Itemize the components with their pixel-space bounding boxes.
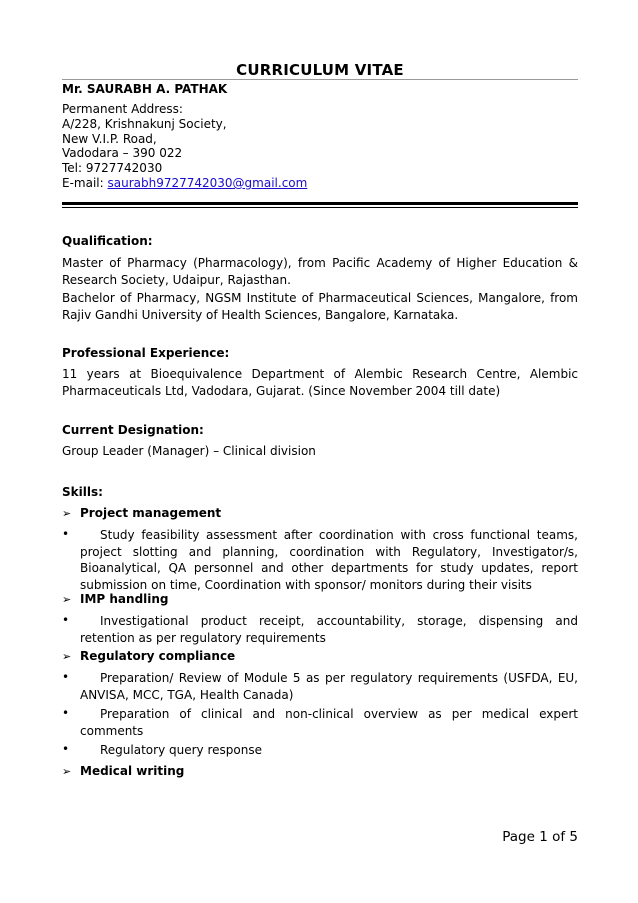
skills-heading: Skills: bbox=[62, 485, 103, 499]
arrow-bullet-icon: ➢ bbox=[62, 506, 72, 520]
bullet-text: Study feasibility assessment after coordination with cross functional teams, project slotting and planning, coordination with Regulatory, Investigator/s, Bioanalytical, QA personnel and other departments for study updates, report submission on time, Coordination with sponsor/ monitors during their visits bbox=[80, 528, 578, 592]
bullet-icon: • bbox=[62, 527, 70, 541]
separator-thin bbox=[62, 207, 578, 208]
qualification-item-2: Bachelor of Pharmacy, NGSM Institute of Pharmaceutical Sciences, Mangalore, from Rajiv Gandhi University of Health Sciences, Bangalore, Karnataka. bbox=[62, 291, 578, 322]
designation-text: Group Leader (Manager) – Clinical division bbox=[62, 444, 316, 458]
address-block bbox=[62, 102, 307, 191]
qualification-item-1: Master of Pharmacy (Pharmacology), from Pacific Academy of Higher Education & Research Society, Udaipur, Rajasthan. bbox=[62, 256, 578, 287]
experience-text: 11 years at Bioequivalence Department of Alembic Research Centre, Alembic Pharmaceuticals Ltd, Vadodara, Gujarat. (Since November 2004 till date) bbox=[62, 367, 578, 398]
bullet-text: Preparation/ Review of Module 5 as per regulatory requirements (USFDA, EU, ANVISA, MCC, TGA, Health Canada) bbox=[80, 671, 578, 702]
skill-regulatory-compliance bbox=[62, 649, 235, 663]
bullet-icon: • bbox=[62, 706, 70, 720]
document-title: CURRICULUM VITAE bbox=[236, 61, 404, 79]
experience-heading: Professional Experience: bbox=[62, 346, 230, 360]
email-link[interactable]: saurabh9727742030@gmail.com bbox=[107, 175, 308, 190]
address-line-2: New V.I.P. Road, bbox=[62, 131, 157, 146]
arrow-bullet-icon: ➢ bbox=[62, 764, 72, 778]
skill-medical-writing bbox=[62, 764, 184, 778]
list-item bbox=[62, 613, 578, 646]
page-number: Page 1 of 5 bbox=[502, 829, 578, 845]
list-item bbox=[62, 742, 578, 759]
bullet-text: Preparation of clinical and non-clinical overview as per medical expert comments bbox=[80, 707, 578, 738]
bullet-icon: • bbox=[62, 613, 70, 627]
separator-thick bbox=[62, 202, 578, 205]
list-item bbox=[62, 706, 578, 739]
skill-title: Regulatory compliance bbox=[80, 649, 236, 663]
skill-title: IMP handling bbox=[80, 592, 169, 606]
address-line-1: A/228, Krishnakunj Society, bbox=[62, 116, 227, 131]
skill-title: Medical writing bbox=[80, 764, 185, 778]
qualification-heading: Qualification: bbox=[62, 234, 153, 248]
list-item bbox=[62, 670, 578, 703]
bullet-text: Investigational product receipt, accountability, storage, dispensing and retention as per regulatory requirements bbox=[80, 614, 578, 645]
arrow-bullet-icon: ➢ bbox=[62, 592, 72, 606]
skill-project-management bbox=[62, 506, 221, 520]
bullet-icon: • bbox=[62, 670, 70, 684]
qualification-section bbox=[62, 234, 578, 248]
telephone: Tel: 9727742030 bbox=[62, 161, 163, 176]
arrow-bullet-icon: ➢ bbox=[62, 649, 72, 663]
title-underline bbox=[62, 79, 578, 80]
email-label: E-mail: bbox=[62, 175, 108, 190]
list-item bbox=[62, 527, 578, 593]
address-label: Permanent Address: bbox=[62, 102, 183, 116]
address-line-3: Vadodara – 390 022 bbox=[62, 146, 183, 161]
bullet-icon: • bbox=[62, 742, 70, 756]
skill-title: Project management bbox=[80, 506, 222, 520]
designation-heading: Current Designation: bbox=[62, 423, 204, 437]
bullet-text: Regulatory query response bbox=[100, 743, 262, 757]
email-line bbox=[62, 176, 307, 191]
skill-imp-handling bbox=[62, 592, 169, 606]
candidate-name: Mr. SAURABH A. PATHAK bbox=[62, 82, 228, 96]
